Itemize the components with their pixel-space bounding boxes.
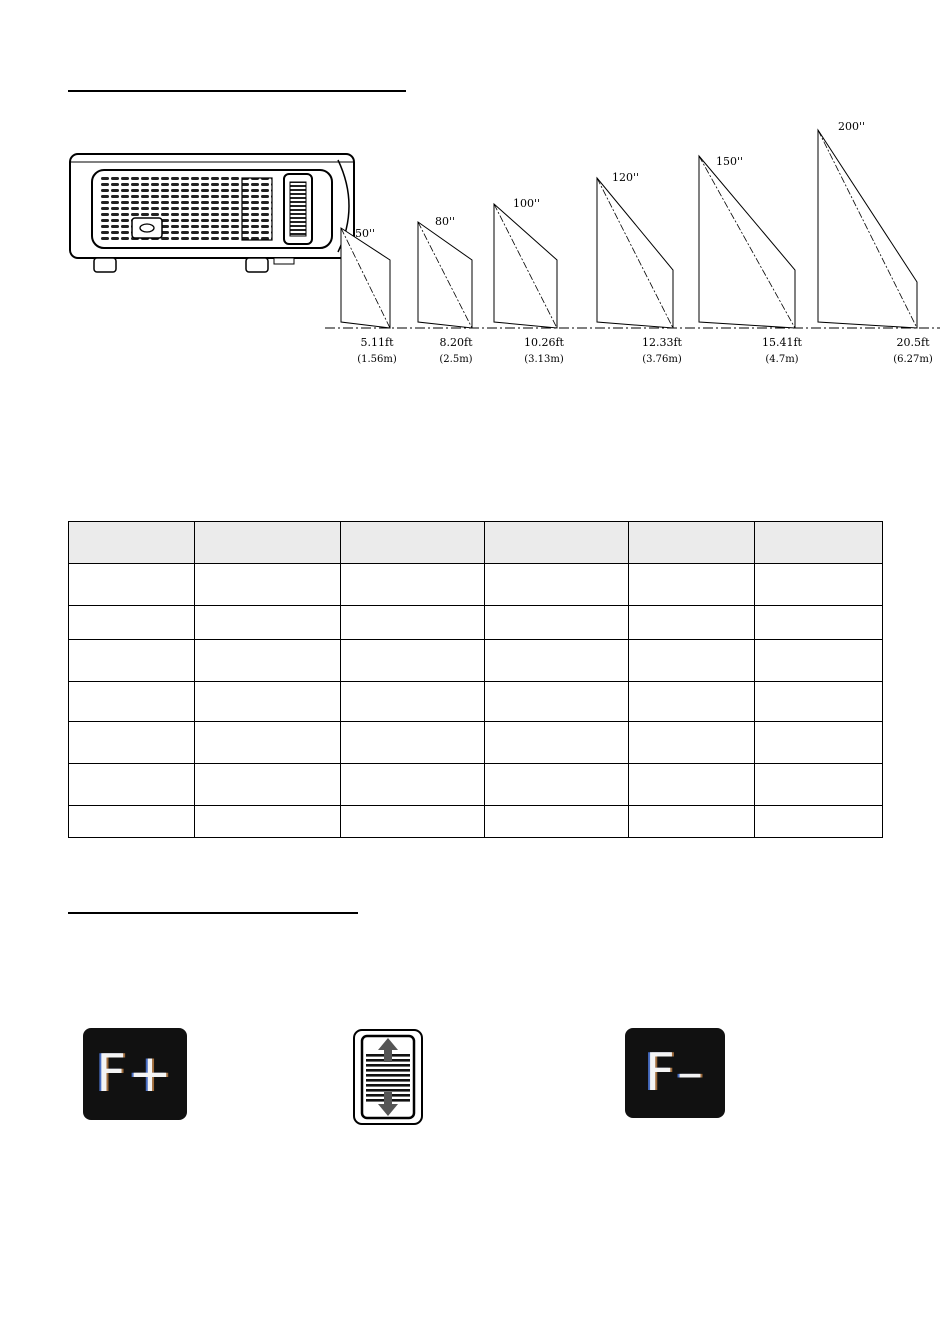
projection-distance-diagram xyxy=(0,110,950,370)
table-cell xyxy=(755,682,883,722)
distance-ft-label: 8.20ft xyxy=(439,336,473,349)
distance-ft-label: 12.33ft xyxy=(642,336,682,349)
table-cell xyxy=(485,606,629,640)
distance-ft-label: 10.26ft xyxy=(524,336,564,349)
wheel-rib xyxy=(366,1084,410,1087)
screen-size-label: 100'' xyxy=(513,197,541,210)
screen-size-label: 80'' xyxy=(435,215,456,228)
wheel-rib xyxy=(366,1079,410,1082)
table-cell xyxy=(485,682,629,722)
table-cell xyxy=(69,564,195,606)
table-cell xyxy=(195,682,341,722)
table-cell xyxy=(341,722,485,764)
screen-size-label: 50'' xyxy=(355,227,376,240)
table-cell xyxy=(629,606,755,640)
table-cell xyxy=(341,682,485,722)
table-cell xyxy=(485,722,629,764)
wheel-rib xyxy=(366,1069,410,1072)
table-cell xyxy=(755,722,883,764)
table-row xyxy=(69,606,883,640)
table-cell xyxy=(755,522,883,564)
table-cell xyxy=(341,522,485,564)
table-cell xyxy=(755,764,883,806)
table-cell xyxy=(629,764,755,806)
focus-minus-key xyxy=(625,1028,725,1118)
screen-size-label: 120'' xyxy=(612,171,640,184)
table-cell xyxy=(69,522,195,564)
table-cell xyxy=(195,522,341,564)
section-heading-rule-focus xyxy=(68,912,358,914)
table-cell xyxy=(629,522,755,564)
table-cell xyxy=(341,764,485,806)
table-cell xyxy=(755,640,883,682)
distance-m-label: (4.7m) xyxy=(765,354,799,365)
table-cell xyxy=(485,564,629,606)
focus-wheel-icon xyxy=(352,1028,424,1126)
table-row xyxy=(69,806,883,838)
table-cell xyxy=(195,722,341,764)
table-cell xyxy=(69,606,195,640)
projection-spec-table xyxy=(68,521,883,838)
table-cell xyxy=(755,806,883,838)
table-cell xyxy=(485,522,629,564)
distance-ft-label: 5.11ft xyxy=(360,336,394,349)
focus-plus-key xyxy=(83,1028,187,1120)
table-row xyxy=(69,640,883,682)
focus-minus-label: F– xyxy=(645,1043,705,1103)
table-cell xyxy=(629,722,755,764)
distance-m-label: (1.56m) xyxy=(357,354,397,365)
table-cell xyxy=(195,764,341,806)
distance-m-label: (3.76m) xyxy=(642,354,682,365)
table-cell xyxy=(341,806,485,838)
table-cell xyxy=(341,640,485,682)
table-cell xyxy=(69,806,195,838)
table-row xyxy=(69,722,883,764)
table-cell xyxy=(629,682,755,722)
screen-size-label: 150'' xyxy=(716,155,744,168)
table-cell xyxy=(755,606,883,640)
table-cell xyxy=(69,640,195,682)
screen-size-label: 200'' xyxy=(838,120,866,133)
distance-ft-label: 20.5ft xyxy=(896,336,930,349)
distance-m-label: (6.27m) xyxy=(893,354,933,365)
table-cell xyxy=(195,606,341,640)
table-cell xyxy=(195,806,341,838)
table-cell xyxy=(69,682,195,722)
table-cell xyxy=(629,806,755,838)
wheel-rib xyxy=(366,1089,410,1092)
table-cell xyxy=(629,564,755,606)
table-cell xyxy=(69,722,195,764)
table-cell xyxy=(755,564,883,606)
table-cell xyxy=(485,640,629,682)
distance-ft-label: 15.41ft xyxy=(762,336,802,349)
table-cell xyxy=(629,640,755,682)
wheel-rib xyxy=(366,1074,410,1077)
table-row xyxy=(69,564,883,606)
distance-m-label: (2.5m) xyxy=(439,354,473,365)
focus-plus-label: F+ xyxy=(96,1044,174,1104)
section-heading-rule-installation xyxy=(68,90,406,92)
table-cell xyxy=(195,640,341,682)
table-cell xyxy=(341,564,485,606)
distance-m-label: (3.13m) xyxy=(524,354,564,365)
table-cell xyxy=(69,764,195,806)
table-cell xyxy=(341,606,485,640)
table-header-row xyxy=(69,522,883,564)
table-cell xyxy=(195,564,341,606)
wheel-rib xyxy=(366,1064,410,1067)
table-cell xyxy=(485,806,629,838)
table-row xyxy=(69,682,883,722)
table-cell xyxy=(485,764,629,806)
table-row xyxy=(69,764,883,806)
